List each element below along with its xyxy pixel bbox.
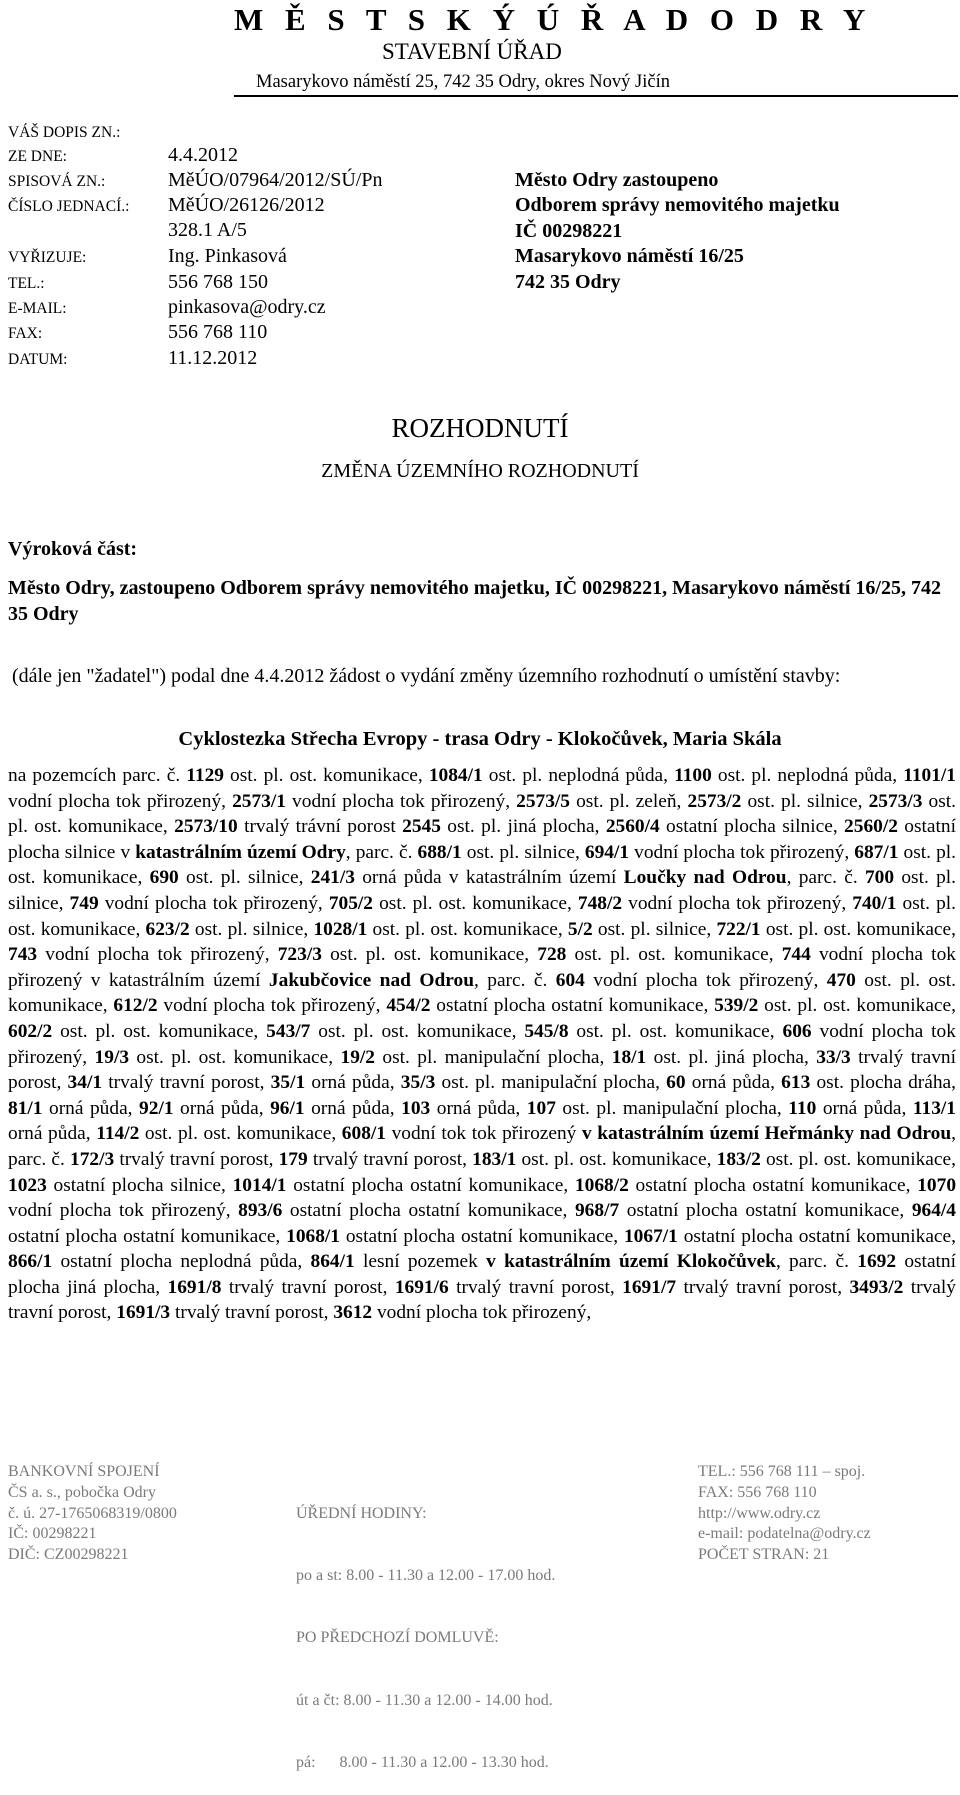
parcel-emphasis: 34/1 <box>67 1072 103 1094</box>
parcel-emphasis: 1028/1 <box>313 918 368 940</box>
parcel-emphasis: 543/7 <box>266 1020 311 1042</box>
parcel-emphasis: 694/1 <box>584 841 630 863</box>
parcel-emphasis: 743 <box>8 944 38 966</box>
parcel-emphasis: 107 <box>526 1097 556 1119</box>
parcel-emphasis: 864/1 <box>310 1251 355 1273</box>
parcel-emphasis: 539/2 <box>714 995 759 1017</box>
parcel-emphasis: 613 <box>781 1072 811 1094</box>
document-title: ROZHODNUTÍ <box>391 413 569 443</box>
parcel-emphasis: 964/4 <box>911 1200 956 1222</box>
parcel-emphasis: 1691/8 <box>167 1276 222 1298</box>
meta-value: MěÚO/07964/2012/SÚ/Pn <box>168 169 383 191</box>
meta-label: DATUM: <box>8 351 68 368</box>
meta-row-phone <box>8 271 508 295</box>
parcel-emphasis: 5/2 <box>567 918 593 940</box>
parcel-emphasis: 2573/3 <box>868 790 923 812</box>
recipient-line: 742 35 Odry <box>515 270 621 293</box>
parcel-emphasis: 19/2 <box>340 1046 375 1068</box>
meta-row-date <box>8 347 508 371</box>
parcel-emphasis: 1084/1 <box>428 765 483 786</box>
recipient-line: IČ 00298221 <box>515 219 623 242</box>
parcel-emphasis: 2573/2 <box>687 790 742 812</box>
parcel-emphasis: 19/3 <box>94 1046 130 1068</box>
parcel-emphasis: 1068/1 <box>286 1225 340 1247</box>
parcel-emphasis: 183/2 <box>716 1148 761 1170</box>
meta-label: E-MAIL: <box>8 300 67 317</box>
meta-value: MěÚO/26126/2012 <box>168 194 325 216</box>
parcel-emphasis: 744 <box>781 944 811 966</box>
parcel-emphasis: 2573/10 <box>174 816 238 838</box>
footer-line: e-mail: podatelna@odry.cz <box>698 1525 871 1543</box>
parcel-emphasis: 1691/6 <box>394 1276 449 1298</box>
meta-value: pinkasova@odry.cz <box>168 296 326 318</box>
parcel-emphasis: 1023 <box>8 1174 47 1196</box>
parcel-emphasis: 114/2 <box>96 1123 140 1145</box>
footer-line: IČ: 00298221 <box>8 1525 97 1543</box>
meta-value: 556 768 110 <box>168 321 268 343</box>
parcel-emphasis: 96/1 <box>270 1097 305 1119</box>
parcel-emphasis: Jakubčovice nad Odrou <box>268 969 474 991</box>
recipient-line: Masarykovo náměstí 16/25 <box>515 245 744 268</box>
parcel-emphasis: 545/8 <box>524 1020 569 1042</box>
parcel-emphasis: 623/2 <box>145 918 190 940</box>
parcel-emphasis: 3612 <box>333 1302 373 1324</box>
footer-line: ÚŘEDNÍ HODINY: <box>296 1504 427 1522</box>
meta-row-ref-number <box>8 194 508 218</box>
parcel-emphasis: 688/1 <box>417 841 462 863</box>
parcel-emphasis: 602/2 <box>8 1020 53 1042</box>
meta-label: VYŘIZUJE: <box>8 249 87 266</box>
meta-row-handled-by <box>8 245 508 269</box>
parcel-emphasis: 722/1 <box>716 918 761 940</box>
parcel-emphasis: 968/7 <box>574 1200 620 1222</box>
meta-row-file-ref <box>8 169 508 193</box>
parcel-emphasis: 2573/1 <box>232 790 286 812</box>
parcel-emphasis: 608/1 <box>341 1123 386 1145</box>
parcel-emphasis: 35/3 <box>400 1072 436 1094</box>
footer-line: DIČ: CZ00298221 <box>8 1546 129 1564</box>
parcel-emphasis: 1070 <box>917 1174 957 1196</box>
parcel-emphasis: 893/6 <box>238 1200 283 1222</box>
parcel-emphasis: 183/1 <box>472 1148 517 1170</box>
footer-line: pá: 8.00 - 11.30 a 12.00 - 13.30 hod. <box>296 1754 549 1772</box>
footer-bank <box>8 1462 177 1566</box>
meta-row-fax <box>8 321 508 345</box>
parcel-emphasis: v katastrálním území Heřmánky nad Odrou <box>581 1123 952 1145</box>
footer-line: ČS a. s., pobočka Odry <box>8 1483 156 1501</box>
parcel-emphasis: 18/1 <box>611 1046 647 1068</box>
parcel-emphasis: 2545 <box>402 816 441 838</box>
parcel-emphasis: 1129 <box>186 765 224 786</box>
parcel-emphasis: 612/2 <box>113 995 158 1017</box>
meta-label: ČÍSLO JEDNACÍ.: <box>8 198 130 215</box>
parcel-emphasis: 3493/2 <box>849 1276 904 1298</box>
parcel-emphasis: 723/3 <box>277 944 322 966</box>
parcel-emphasis: 690 <box>149 867 179 889</box>
section-heading: Výroková část: <box>8 538 138 560</box>
footer-hours <box>296 1462 555 1795</box>
parcel-emphasis: v katastrálním území Klokočůvek <box>486 1251 776 1273</box>
parcel-emphasis: 604 <box>555 969 585 991</box>
recipient-line: Město Odry zastoupeno <box>515 169 719 191</box>
parcel-emphasis: 1692 <box>857 1251 897 1273</box>
parcel-emphasis: 81/1 <box>8 1097 43 1119</box>
parcel-emphasis: katastrálním území Odry <box>135 841 346 863</box>
project-name: Cyklostezka Střecha Evropy - trasa Odry - Klokočůvek, Maria Skála <box>178 728 782 750</box>
parcel-emphasis: 2573/5 <box>516 790 571 812</box>
meta-label: TEL.: <box>8 275 45 292</box>
meta-row-date-from <box>8 144 508 168</box>
footer-line: út a čt: 8.00 - 11.30 a 12.00 - 14.00 hod. <box>296 1691 553 1709</box>
footer-line: BANKOVNÍ SPOJENÍ <box>8 1463 160 1480</box>
parcel-emphasis: 2560/4 <box>605 816 660 838</box>
parcel-emphasis: 1691/7 <box>622 1276 677 1298</box>
parcel-emphasis: 172/3 <box>70 1148 115 1170</box>
parcel-emphasis: 454/2 <box>386 995 431 1017</box>
parcel-emphasis: 1067/1 <box>623 1225 678 1247</box>
footer-line: http://www.odry.cz <box>698 1504 821 1522</box>
meta-value: Ing. Pinkasová <box>168 245 287 267</box>
meta-value: 4.4.2012 <box>168 144 238 166</box>
parcels-paragraph: na pozemcích parc. č. 1129 ost. pl. ost. komunikace, 1084/1 ost. pl. neplodná půda, 1100 ost. pl. neplodná půda, 1101/1 vodní plocha tok přirozený, 2573/1 vodní plocha tok přirozený, 2573/5 ost. pl. zeleň, 2573/2 ost. pl. silnice, 2573/3 ost. pl. ost. komunikace, 2573/10 trvalý trávní porost 2545 ost. pl. jiná plocha, 2560/4 ostatní plocha silnice, 2560/2 ostatní plocha silnice v katastrálním území Odry, parc. č. 688/1 ost. pl. silnice, 694/1 vodní plocha tok přirozený, 687/1 ost. pl. ost. komunikace, 690 ost. pl. silnice, 241/3 orná půda v katastrálním území Loučky nad Odrou, parc. č. 700 ost. pl. silnice, 749 vodní plocha tok přirozený, 705/2 ost. pl. ost. komunikace, 748/2 vodní plocha tok přirozený, 740/1 ost. pl. ost. komunikace, 623/2 ost. pl. silnice, 1028/1 ost. pl. ost. komunikace, 5/2 ost. pl. silnice, 722/1 ost. pl. ost. komunikace, 743 vodní plocha tok přirozený, 723/3 ost. pl. ost. komunikace, 728 ost. pl. ost. komunikace, 744 vodní plocha tok přirozený v katastrálním území Jakubčovice nad Odrou, parc. č. 604 vodní plocha tok přirozený, 470 ost. pl. ost. komunikace, 612/2 vodní plocha tok přirozený, 454/2 ostatní plocha ostatní komunikace, 539/2 ost. pl. ost. komunikace, 602/2 ost. pl. ost. komunikace, 543/7 ost. pl. ost. komunikace, 545/8 ost. pl. ost. komunikace, 606 vodní plocha tok přirozený, 19/3 ost. pl. ost. komunikace, 19/2 ost. pl. manipulační plocha, 18/1 ost. pl. jiná plocha, 33/3 trvalý travní porost, 34/1 trvalý travní porost, 35/1 orná půda, 35/3 ost. pl. manipulační plocha, 60 orná půda, 613 ost. plocha dráha, 81/1 orná půda, 92/1 orná půda, 96/1 orná půda, 103 orná půda, 107 ost. pl. manipulační plocha, 110 orná půda, 113/1 orná půda, 114/2 ost. pl. ost. komunikace, 608/1 vodní tok tok přirozený v katastrálním území Heřmánky nad Odrou, parc. č. 172/3 trvalý travní porost, 179 trvalý travní porost, 183/1 ost. pl. ost. komunikace, 183/2 ost. pl. ost. komunikace, 1023 ostatní plocha silnice, 1014/1 ostatní plocha ostatní komunikace, 1068/2 ostatní plocha ostatní komunikace, 1070 vodní plocha tok přirozený, 893/6 ostatní plocha ostatní komunikace, 968/7 ostatní plocha ostatní komunikace, 964/4 ostatní plocha ostatní komunikace, 1068/1 ostatní plocha ostatní komunikace, 1067/1 ostatní plocha ostatní komunikace, 866/1 ostatní plocha neplodná půda, 864/1 lesní pozemek v katastrálním území Klokočůvek, parc. č. 1692 ostatní plocha jiná plocha, 1691/8 trvalý travní porost, 1691/6 trvalý travní porost, 1691/7 trvalý travní porost, 3493/2 trvalý travní porost, 1691/3 trvalý travní porost, 3612 vodní plocha tok přirozený, <box>8 765 957 1324</box>
parcel-emphasis: 705/2 <box>328 892 373 914</box>
parcel-emphasis: 866/1 <box>8 1251 53 1273</box>
office-address: Masarykovo náměstí 25, 742 35 Odry, okres Nový Jičín <box>256 72 670 92</box>
parcel-emphasis: 1691/3 <box>116 1302 171 1324</box>
footer-line: POČET STRAN: 21 <box>698 1546 830 1564</box>
parcel-emphasis: 35/1 <box>270 1072 306 1094</box>
parcel-emphasis: 470 <box>826 969 856 991</box>
department-name: STAVEBNÍ ÚŘAD <box>382 39 562 64</box>
parcel-emphasis: 241/3 <box>310 867 355 889</box>
parcel-emphasis: 33/3 <box>816 1046 851 1068</box>
meta-value: 328.1 A/5 <box>168 219 247 241</box>
parcel-emphasis: 1068/2 <box>574 1174 629 1196</box>
meta-label: ZE DNE: <box>8 148 67 165</box>
footer-line: PO PŘEDCHOZÍ DOMLUVĚ: <box>296 1629 499 1647</box>
footer-line: TEL.: 556 768 111 – spoj. <box>698 1463 866 1480</box>
footer-line: po a st: 8.00 - 11.30 a 12.00 - 17.00 hod. <box>296 1566 556 1584</box>
parcel-emphasis: Loučky nad Odrou <box>623 867 787 889</box>
parcel-emphasis: 606 <box>782 1020 812 1042</box>
meta-value: 11.12.2012 <box>168 347 258 369</box>
document-subtitle: ZMĚNA ÚZEMNÍHO ROZHODNUTÍ <box>321 460 639 482</box>
footer-line: č. ú. 27-1765068319/0800 <box>8 1504 177 1522</box>
parcel-emphasis: 1014/1 <box>232 1174 287 1196</box>
parcel-emphasis: 728 <box>537 944 567 966</box>
meta-label: VÁŠ DOPIS ZN.: <box>8 124 121 141</box>
parcel-emphasis: 687/1 <box>854 841 899 863</box>
office-name: M Ě S T S K Ý Ú Ř A D O D R Y <box>234 2 873 37</box>
footer-contact <box>698 1462 871 1566</box>
parcel-emphasis: 700 <box>864 867 895 889</box>
header-rule <box>234 95 958 97</box>
parcel-emphasis: 749 <box>69 892 99 914</box>
parcel-emphasis: 113/1 <box>912 1097 956 1119</box>
meta-row-our-ref <box>8 120 508 144</box>
footer-line: FAX: 556 768 110 <box>698 1483 817 1501</box>
parcel-emphasis: 1101/1 <box>903 765 956 786</box>
meta-row-email <box>8 296 508 320</box>
meta-label: FAX: <box>8 325 43 342</box>
parcel-emphasis: 1100 <box>674 765 712 786</box>
meta-row-file-code <box>8 219 508 243</box>
parcel-emphasis: 2560/2 <box>844 816 898 838</box>
recipient-line: Odborem správy nemovitého majetku <box>515 194 840 217</box>
parcel-emphasis: 748/2 <box>577 892 623 914</box>
meta-label: SPISOVÁ ZN.: <box>8 173 106 190</box>
applicant-paragraph: Město Odry, zastoupeno Odborem správy nemovitého majetku, IČ 00298221, Masarykovo náměstí 16/25, 742 35 Odry <box>8 577 941 625</box>
parcel-emphasis: 740/1 <box>852 892 897 914</box>
recipient-address <box>515 168 840 295</box>
parcel-emphasis: 92/1 <box>139 1097 174 1119</box>
parcel-emphasis: 110 <box>788 1097 817 1119</box>
parcel-emphasis: 103 <box>401 1097 431 1119</box>
parcel-emphasis: 60 <box>666 1072 686 1094</box>
intro-paragraph: (dále jen "žadatel") podal dne 4.4.2012 žádost o vydání změny územního rozhodnutí o umístění stavby: <box>12 665 841 687</box>
parcel-emphasis: 179 <box>278 1148 308 1170</box>
meta-value: 556 768 150 <box>168 271 268 293</box>
